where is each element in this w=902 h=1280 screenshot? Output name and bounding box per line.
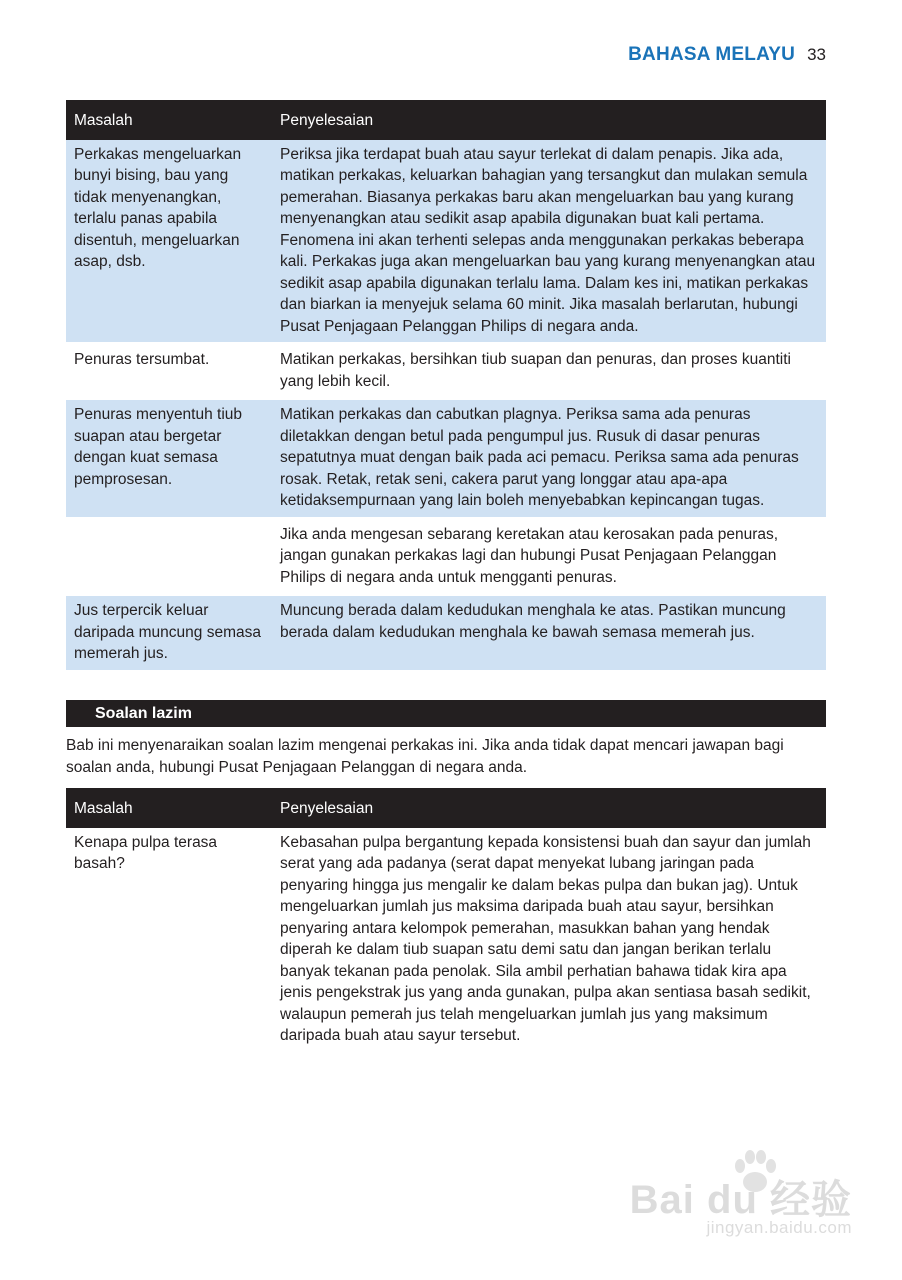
- table-row: [66, 140, 826, 343]
- faq-table: [66, 788, 826, 1052]
- table-row: [66, 596, 826, 670]
- column-header-problem: Masalah: [66, 100, 272, 140]
- section-title-faq: Soalan lazim: [66, 700, 826, 727]
- problem-cell: Penuras menyentuh tiub suapan atau bergetar dengan kuat semasa pemprosesan.: [66, 400, 272, 517]
- table-header-row: [66, 788, 826, 828]
- solution-cell: Periksa jika terdapat buah atau sayur terlekat di dalam penapis. Jika ada, matikan perkakas, keluarkan bahagian yang tersangkut dan mulakan semula pemerahan. Biasanya perkakas baru akan mengeluarkan bau yang kurang menyenangkan atau sedikit asap apabila digunakan buat kali pertama. Fenomena ini akan terhenti selepas anda menggunakan perkakas beberapa kali. Perkakas juga akan mengeluarkan bau yang kurang menyenangkan atau sedikit asap apabila digunakan terlalu lama. Dalam kes ini, matikan perkakas dan biarkan ia menyejuk selama 60 minit. Jika masalah berlarutan, hubungi Pusat Penjagaan Pelanggan Philips di negara anda.: [272, 140, 826, 343]
- table-row: [66, 400, 826, 517]
- table-header-row: [66, 100, 826, 140]
- column-header-solution: Penyelesaian: [272, 788, 826, 828]
- faq-intro: Bab ini menyenaraikan soalan lazim mengenai perkakas ini. Jika anda tidak dapat mencari jawapan bagi soalan anda, hubungi Pusat Penjagaan Pelanggan di negara anda.: [66, 737, 784, 776]
- solution-cell: Matikan perkakas dan cabutkan plagnya. Periksa sama ada penuras diletakkan dengan betul pada pengumpul jus. Rusuk di dasar penuras sepatutnya muat dengan baik pada aci pemacu. Periksa sama ada penuras rosak. Retak, retak seni, cakera parut yang longgar atau apa-apa ketidaksempurnaan yang lain boleh menyebabkan kepincangan tugas.: [272, 400, 826, 517]
- watermark-url: jingyan.baidu.com: [706, 1218, 852, 1237]
- problem-cell: Penuras tersumbat.: [66, 345, 272, 397]
- problem-cell: Kenapa pulpa terasa basah?: [66, 828, 272, 1052]
- problem-cell: Jus terpercik keluar daripada muncung semasa memerah jus.: [66, 596, 272, 670]
- solution-cell: Jika anda mengesan sebarang keretakan atau kerosakan pada penuras, jangan gunakan perkakas lagi dan hubungi Pusat Penjagaan Pelanggan Philips di negara anda untuk mengganti penuras.: [272, 520, 826, 594]
- troubleshooting-table: [66, 100, 826, 670]
- solution-cell: Matikan perkakas, bersihkan tiub suapan dan penuras, dan proses kuantiti yang lebih kecil.: [272, 345, 826, 397]
- page-number: 33: [807, 45, 826, 64]
- language-title: BAHASA MELAYU: [628, 44, 796, 65]
- baidu-watermark: [629, 1150, 852, 1250]
- column-header-solution: Penyelesaian: [272, 100, 826, 140]
- table-row: [66, 828, 826, 1052]
- table-row: [66, 345, 826, 397]
- watermark-brand: Bai du 经验: [629, 1178, 852, 1222]
- column-header-problem: Masalah: [66, 788, 272, 828]
- table-row: [66, 520, 826, 594]
- solution-cell: Muncung berada dalam kedudukan menghala ke atas. Pastikan muncung berada dalam kedudukan menghala ke bawah semasa memerah jus.: [272, 596, 826, 670]
- problem-cell: Perkakas mengeluarkan bunyi bising, bau yang tidak menyenangkan, terlalu panas apabila disentuh, mengeluarkan asap, dsb.: [66, 140, 272, 343]
- problem-cell: [66, 520, 272, 594]
- solution-cell: Kebasahan pulpa bergantung kepada konsistensi buah dan sayur dan jumlah serat yang ada padanya (serat dapat menyekat lubang jaringan pada penyaring hingga jus mengalir ke dalam bekas pulpa dan bukan jag). Untuk mengeluarkan jumlah jus maksima daripada buah atau sayur, bersihkan penyaring antara kelompok pemerahan, masukkan bahan yang hendak diperah ke dalam tiub suapan satu demi satu dan jangan berikan terlalu banyak tekanan pada penolak. Sila ambil perhatian bahawa tidak kira apa jenis pengekstrak jus yang anda gunakan, pulpa akan sentiasa basah sedikit, walaupun pemerah jus telah mengeluarkan jumlah jus yang maksimum daripada buah atau sayur tersebut.: [272, 828, 826, 1052]
- page-header: [0, 44, 826, 66]
